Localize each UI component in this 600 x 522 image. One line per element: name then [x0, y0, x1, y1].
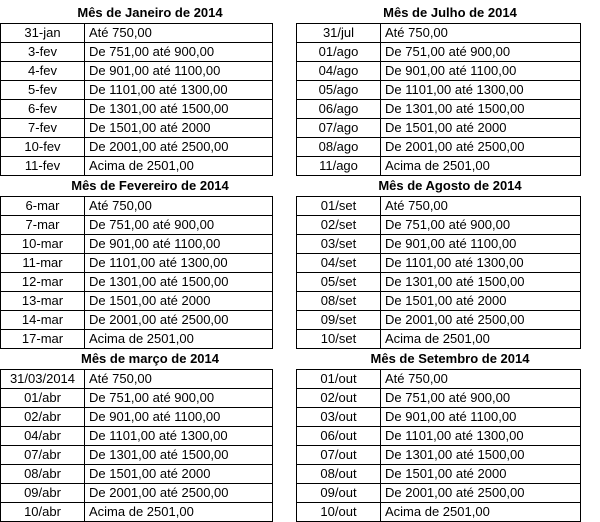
schedule-table: [296, 369, 581, 522]
table-row: [1, 119, 273, 138]
table-row: [297, 292, 581, 311]
salary-range-cell: De 901,00 até 1100,00: [85, 408, 273, 427]
schedule-table: [0, 196, 273, 349]
date-cell: 04/abr: [1, 427, 85, 446]
salary-range-cell: De 1101,00 até 1300,00: [85, 254, 273, 273]
date-cell: 13-mar: [1, 292, 85, 311]
salary-range-cell: Até 750,00: [381, 197, 581, 216]
salary-range-cell: De 1501,00 até 2000: [381, 119, 581, 138]
date-cell: 17-mar: [1, 330, 85, 349]
salary-range-cell: Acima de 2501,00: [381, 330, 581, 349]
date-cell: 10/set: [297, 330, 381, 349]
date-cell: 01/out: [297, 370, 381, 389]
month-title: Mês de Janeiro de 2014: [77, 5, 223, 20]
date-cell: 07/abr: [1, 446, 85, 465]
table-row: [297, 311, 581, 330]
table-row: [297, 446, 581, 465]
date-cell: 03/set: [297, 235, 381, 254]
month-section: [0, 175, 300, 349]
table-row: [297, 197, 581, 216]
date-cell: 10-fev: [1, 138, 85, 157]
table-row: [297, 408, 581, 427]
date-cell: 07/ago: [297, 119, 381, 138]
table-row: [1, 254, 273, 273]
date-cell: 6-mar: [1, 197, 85, 216]
salary-range-cell: De 1501,00 até 2000: [381, 465, 581, 484]
salary-range-cell: De 2001,00 até 2500,00: [381, 138, 581, 157]
date-cell: 31-jan: [1, 24, 85, 43]
schedule-table: [296, 196, 581, 349]
date-cell: 14-mar: [1, 311, 85, 330]
schedule-table: [0, 23, 273, 176]
date-cell: 05/ago: [297, 81, 381, 100]
salary-range-cell: De 751,00 até 900,00: [381, 216, 581, 235]
month-title: Mês de Agosto de 2014: [378, 178, 522, 193]
table-row: [297, 465, 581, 484]
date-cell: 5-fev: [1, 81, 85, 100]
table-row: [1, 370, 273, 389]
date-cell: 11/ago: [297, 157, 381, 176]
date-cell: 08/out: [297, 465, 381, 484]
table-row: [1, 24, 273, 43]
date-cell: 08/ago: [297, 138, 381, 157]
date-cell: 09/set: [297, 311, 381, 330]
date-cell: 02/set: [297, 216, 381, 235]
table-row: [1, 43, 273, 62]
date-cell: 08/abr: [1, 465, 85, 484]
table-row: [297, 370, 581, 389]
table-row: [1, 311, 273, 330]
table-row: [1, 427, 273, 446]
table-row: [1, 235, 273, 254]
date-cell: 07/out: [297, 446, 381, 465]
salary-range-cell: De 1301,00 até 1500,00: [85, 100, 273, 119]
salary-range-cell: Até 750,00: [85, 197, 273, 216]
date-cell: 11-fev: [1, 157, 85, 176]
table-row: [1, 503, 273, 522]
salary-range-cell: Até 750,00: [85, 24, 273, 43]
schedule-table: [0, 369, 273, 522]
month-section: [300, 175, 600, 349]
salary-range-cell: De 1501,00 até 2000: [381, 292, 581, 311]
table-row: [1, 81, 273, 100]
salary-range-cell: De 901,00 até 1100,00: [85, 235, 273, 254]
salary-range-cell: De 1301,00 até 1500,00: [381, 446, 581, 465]
salary-range-cell: De 2001,00 até 2500,00: [381, 311, 581, 330]
salary-range-cell: De 1301,00 até 1500,00: [381, 273, 581, 292]
salary-range-cell: De 1101,00 até 1300,00: [381, 427, 581, 446]
table-row: [1, 100, 273, 119]
date-cell: 10/abr: [1, 503, 85, 522]
salary-range-cell: De 751,00 até 900,00: [381, 389, 581, 408]
date-cell: 09/out: [297, 484, 381, 503]
table-row: [1, 62, 273, 81]
date-cell: 03/out: [297, 408, 381, 427]
table-row: [297, 484, 581, 503]
table-row: [297, 389, 581, 408]
month-section: [0, 2, 300, 176]
date-cell: 7-fev: [1, 119, 85, 138]
date-cell: 3-fev: [1, 43, 85, 62]
salary-range-cell: De 751,00 até 900,00: [85, 389, 273, 408]
table-row: [297, 81, 581, 100]
salary-range-cell: De 901,00 até 1100,00: [381, 62, 581, 81]
date-cell: 01/set: [297, 197, 381, 216]
table-row: [297, 427, 581, 446]
date-cell: 12-mar: [1, 273, 85, 292]
salary-range-cell: Acima de 2501,00: [381, 503, 581, 522]
table-row: [297, 503, 581, 522]
table-row: [297, 62, 581, 81]
table-row: [297, 119, 581, 138]
salary-range-cell: De 2001,00 até 2500,00: [85, 311, 273, 330]
salary-range-cell: Acima de 2501,00: [85, 503, 273, 522]
salary-range-cell: De 751,00 até 900,00: [85, 43, 273, 62]
table-row: [297, 235, 581, 254]
table-row: [1, 446, 273, 465]
table-row: [1, 389, 273, 408]
schedule-table: [296, 23, 581, 176]
table-row: [1, 273, 273, 292]
month-title: Mês de Fevereiro de 2014: [71, 178, 229, 193]
date-cell: 06/out: [297, 427, 381, 446]
salary-range-cell: De 1501,00 até 2000: [85, 465, 273, 484]
table-row: [1, 465, 273, 484]
date-cell: 02/out: [297, 389, 381, 408]
date-cell: 11-mar: [1, 254, 85, 273]
salary-range-cell: De 901,00 até 1100,00: [381, 408, 581, 427]
table-row: [297, 216, 581, 235]
salary-range-cell: De 1501,00 até 2000: [85, 292, 273, 311]
salary-range-cell: Até 750,00: [85, 370, 273, 389]
month-section: [0, 348, 300, 522]
table-row: [1, 138, 273, 157]
month-section: [300, 2, 600, 176]
table-row: [1, 157, 273, 176]
table-row: [297, 273, 581, 292]
salary-range-cell: Acima de 2501,00: [85, 330, 273, 349]
salary-range-cell: De 1301,00 até 1500,00: [85, 273, 273, 292]
salary-range-cell: De 1301,00 até 1500,00: [85, 446, 273, 465]
table-row: [1, 408, 273, 427]
month-title: Mês de Setembro de 2014: [370, 351, 530, 366]
table-row: [1, 216, 273, 235]
date-cell: 31/jul: [297, 24, 381, 43]
date-cell: 7-mar: [1, 216, 85, 235]
salary-range-cell: De 2001,00 até 2500,00: [85, 484, 273, 503]
table-row: [297, 100, 581, 119]
salary-range-cell: De 2001,00 até 2500,00: [85, 138, 273, 157]
salary-range-cell: De 1101,00 até 1300,00: [381, 81, 581, 100]
salary-range-cell: De 751,00 até 900,00: [381, 43, 581, 62]
salary-range-cell: De 901,00 até 1100,00: [85, 62, 273, 81]
salary-range-cell: De 1101,00 até 1300,00: [85, 427, 273, 446]
salary-range-cell: Até 750,00: [381, 24, 581, 43]
table-row: [297, 254, 581, 273]
date-cell: 31/03/2014: [1, 370, 85, 389]
date-cell: 05/set: [297, 273, 381, 292]
date-cell: 04/set: [297, 254, 381, 273]
table-row: [297, 24, 581, 43]
date-cell: 04/ago: [297, 62, 381, 81]
table-row: [1, 330, 273, 349]
table-row: [1, 484, 273, 503]
salary-range-cell: Acima de 2501,00: [381, 157, 581, 176]
salary-range-cell: Acima de 2501,00: [85, 157, 273, 176]
month-title: Mês de Julho de 2014: [383, 5, 517, 20]
salary-range-cell: De 1101,00 até 1300,00: [85, 81, 273, 100]
date-cell: 10-mar: [1, 235, 85, 254]
salary-range-cell: De 1101,00 até 1300,00: [381, 254, 581, 273]
table-row: [1, 197, 273, 216]
date-cell: 02/abr: [1, 408, 85, 427]
salary-range-cell: De 1501,00 até 2000: [85, 119, 273, 138]
table-row: [1, 292, 273, 311]
date-cell: 06/ago: [297, 100, 381, 119]
salary-range-cell: De 901,00 até 1100,00: [381, 235, 581, 254]
salary-range-cell: De 2001,00 até 2500,00: [381, 484, 581, 503]
date-cell: 6-fev: [1, 100, 85, 119]
salary-range-cell: De 751,00 até 900,00: [85, 216, 273, 235]
date-cell: 01/ago: [297, 43, 381, 62]
table-row: [297, 43, 581, 62]
month-section: [300, 348, 600, 522]
date-cell: 10/out: [297, 503, 381, 522]
month-title: Mês de março de 2014: [80, 351, 220, 366]
salary-range-cell: De 1301,00 até 1500,00: [381, 100, 581, 119]
salary-range-cell: Até 750,00: [381, 370, 581, 389]
date-cell: 01/abr: [1, 389, 85, 408]
date-cell: 4-fev: [1, 62, 85, 81]
table-row: [297, 330, 581, 349]
date-cell: 09/abr: [1, 484, 85, 503]
date-cell: 08/set: [297, 292, 381, 311]
table-row: [297, 138, 581, 157]
table-row: [297, 157, 581, 176]
